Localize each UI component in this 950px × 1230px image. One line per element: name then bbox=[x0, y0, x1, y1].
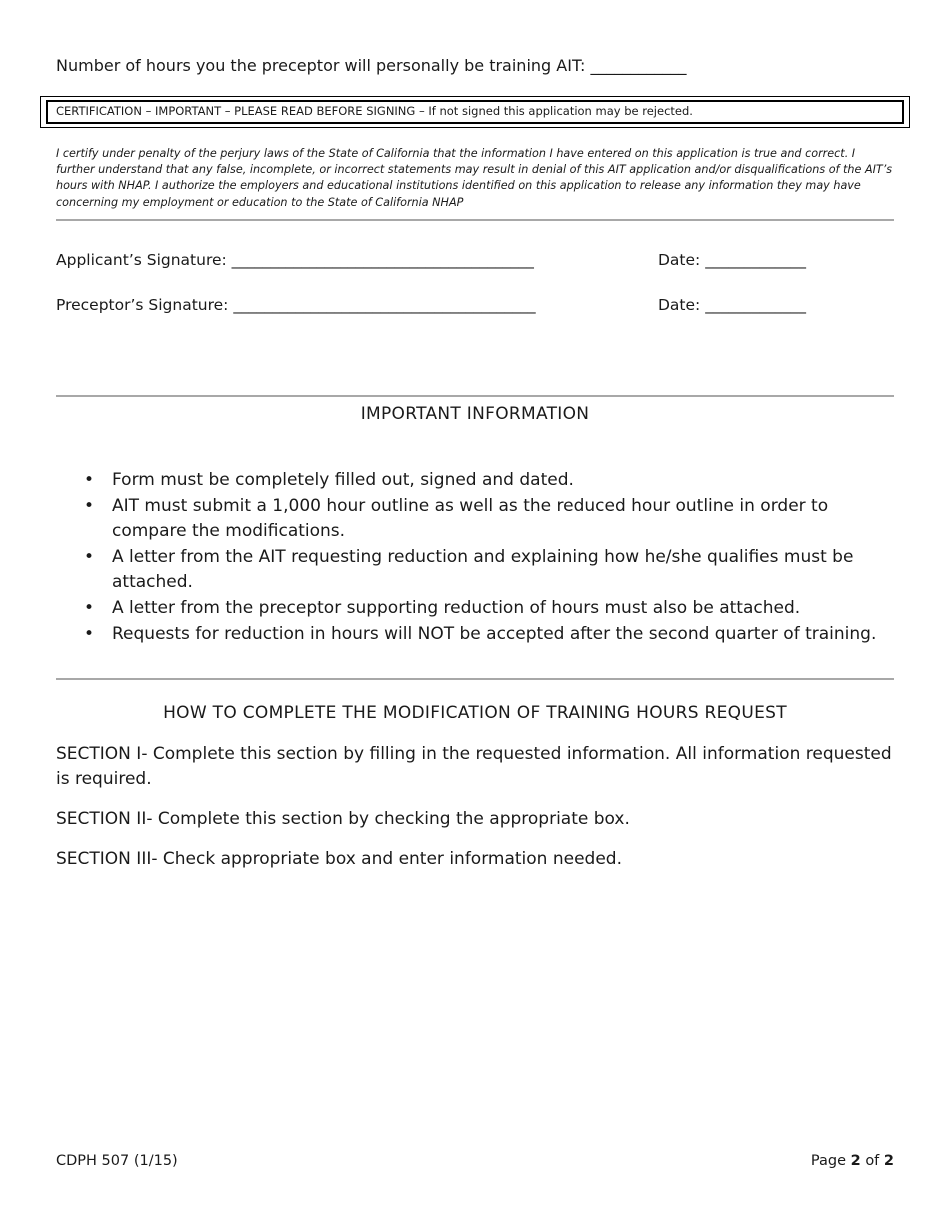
bullet-icon: • bbox=[84, 598, 95, 618]
important-information-heading: IMPORTANT INFORMATION bbox=[360, 404, 590, 424]
section-i-instructions: SECTION I- Complete this section by filling in the requested information. All information requested is required. bbox=[56, 744, 892, 789]
preceptor-date-field[interactable]: Date: _____________ bbox=[658, 296, 806, 314]
how-to-heading: HOW TO COMPLETE THE MODIFICATION OF TRAINING HOURS REQUEST bbox=[163, 703, 787, 723]
certification-statement: I certify under penalty of the perjury laws of the State of California that the information I have entered on this application is true and correct. I further understand that any false, incomplete, or incorrect statements may result in denial of this AIT application and/or disqualifications of the AIT’s hours with NHAP. I authorize the employers and educational institutions identified on this application to release any information they may have concerning my employment or education to the State of California NHAP bbox=[56, 147, 893, 209]
section-ii-instructions: SECTION II- Complete this section by checking the appropriate box. bbox=[56, 809, 630, 829]
important-information-list bbox=[56, 468, 894, 648]
divider bbox=[56, 678, 894, 680]
preceptor-signature-field[interactable]: Preceptor’s Signature: _______________________________________ bbox=[56, 296, 536, 314]
bullet-icon: • bbox=[84, 496, 95, 516]
applicant-date-field[interactable]: Date: _____________ bbox=[658, 251, 806, 269]
applicant-signature-field[interactable]: Applicant’s Signature: _______________________________________ bbox=[56, 251, 534, 269]
form-id: CDPH 507 (1/15) bbox=[56, 1153, 178, 1169]
hours-label: Number of hours you the preceptor will personally be training AIT: bbox=[56, 56, 586, 75]
divider bbox=[56, 395, 894, 397]
hours-input-line[interactable]: ____________ bbox=[590, 56, 687, 75]
list-item: • AIT must submit a 1,000 hour outline as well as the reduced hour outline in order to compare the modifications. bbox=[84, 496, 829, 541]
list-item: • A letter from the AIT requesting reduction and explaining how he/she qualifies must be attached. bbox=[84, 547, 854, 592]
page-number: Page 2 of 2 bbox=[810, 1153, 894, 1169]
list-item: • Form must be completely filled out, signed and dated. bbox=[56, 468, 894, 493]
hours-field bbox=[56, 56, 686, 75]
bullet-icon: • bbox=[84, 470, 95, 490]
certification-notice: CERTIFICATION – IMPORTANT – PLEASE READ BEFORE SIGNING – If not signed this application may be rejected. bbox=[56, 104, 693, 118]
section-iii-instructions: SECTION III- Check appropriate box and enter information needed. bbox=[56, 849, 622, 869]
list-item: • Requests for reduction in hours will NOT be accepted after the second quarter of training. bbox=[56, 622, 894, 647]
divider bbox=[56, 219, 894, 221]
list-item: • A letter from the preceptor supporting reduction of hours must also be attached. bbox=[56, 596, 894, 621]
bullet-icon: • bbox=[84, 624, 95, 644]
bullet-icon: • bbox=[84, 547, 95, 567]
